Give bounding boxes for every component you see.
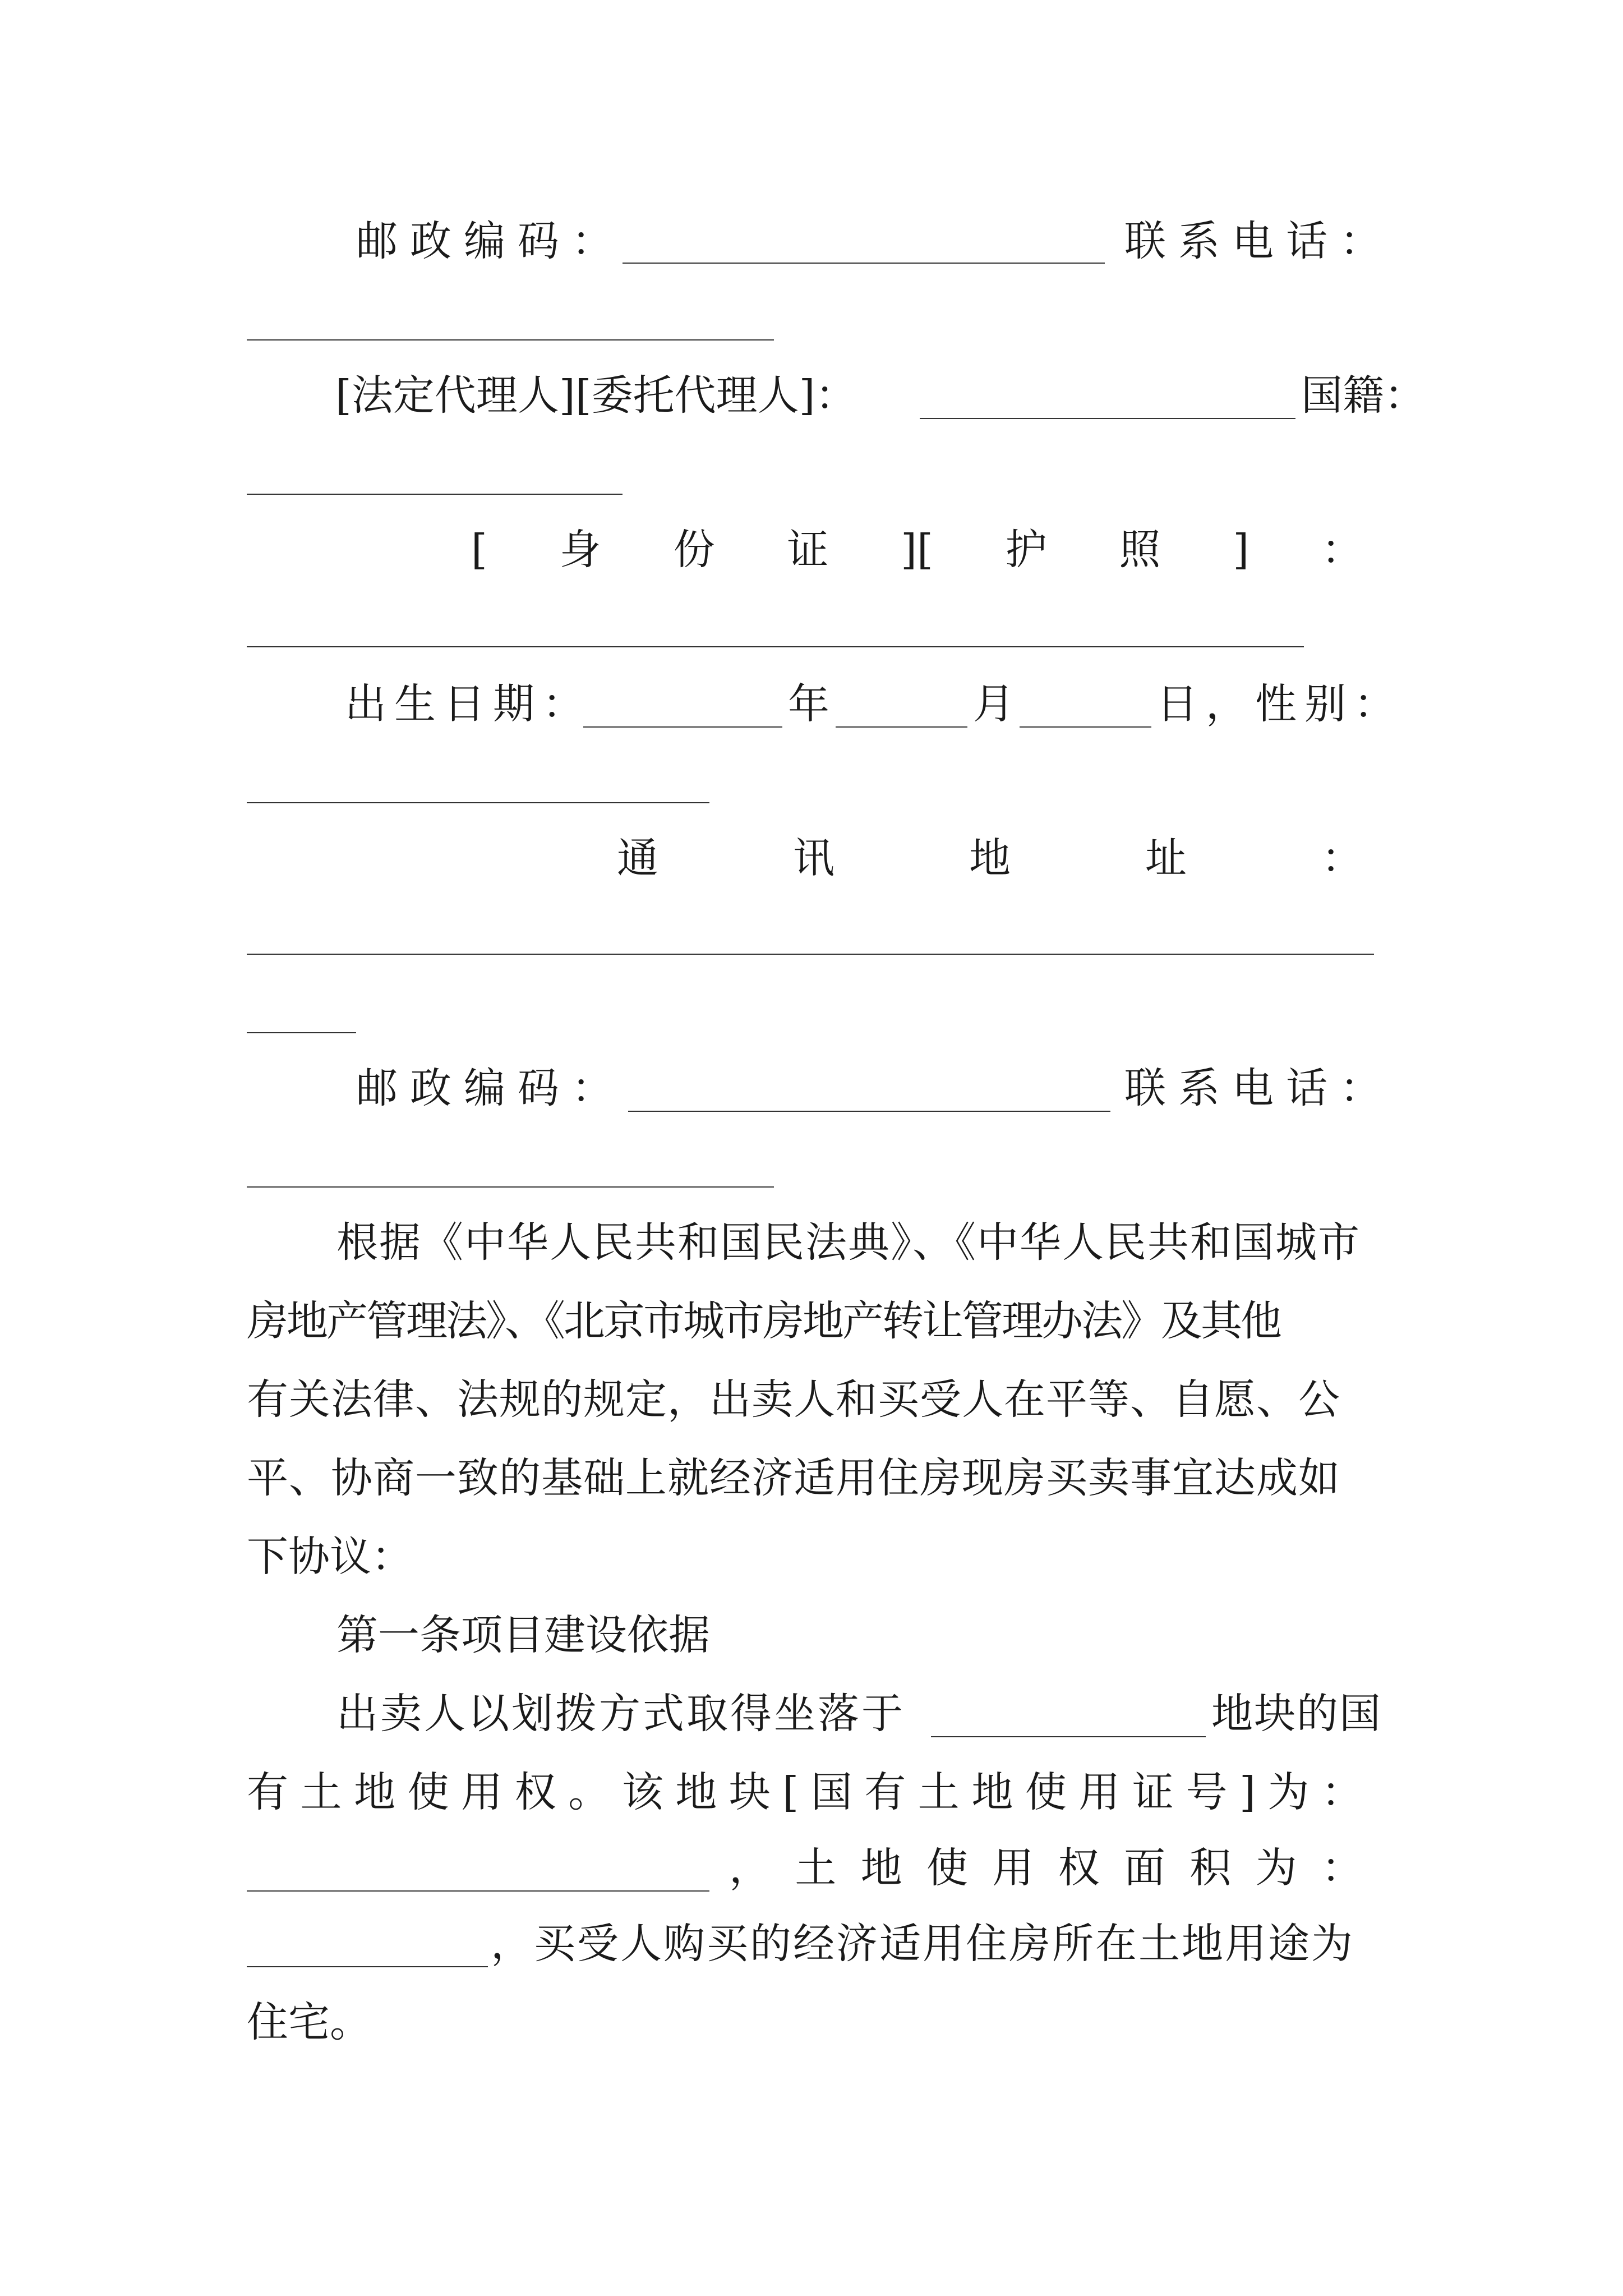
postal-code-label: 邮政编码： bbox=[356, 217, 625, 265]
article-1-title: 第一条项目建设依据 bbox=[336, 1611, 710, 1659]
birth-day-blank[interactable] bbox=[1020, 726, 1151, 728]
nationality-label: 国籍： bbox=[1301, 371, 1426, 420]
agent-phone-blank[interactable] bbox=[247, 1186, 774, 1188]
land-location-blank[interactable] bbox=[931, 1736, 1206, 1737]
article-1-text-start: 出卖人以划拨方式取得坐落于 bbox=[336, 1690, 905, 1738]
phone-blank[interactable] bbox=[247, 339, 774, 341]
address-label: 通 讯 地 址 ： bbox=[617, 834, 1363, 882]
land-use-value: 住宅。 bbox=[247, 1998, 371, 2046]
id-number-blank[interactable] bbox=[247, 646, 1304, 647]
nationality-blank[interactable] bbox=[247, 494, 623, 495]
preamble-line-4: 平、协商一致的基础上就经济适用住房现房买卖事宜达成如 bbox=[247, 1454, 1340, 1502]
agent-postal-code-blank[interactable] bbox=[628, 1111, 1110, 1112]
address-blank-continued[interactable] bbox=[247, 1032, 356, 1033]
agent-phone-label: 联系电话： bbox=[1124, 1064, 1394, 1112]
land-certificate-number-blank[interactable] bbox=[247, 1890, 709, 1892]
agent-postal-code-label: 邮政编码： bbox=[356, 1064, 625, 1112]
gender-blank[interactable] bbox=[247, 802, 709, 803]
preamble-line-5: 下协议： bbox=[247, 1533, 413, 1581]
land-area-blank[interactable] bbox=[247, 1966, 488, 1967]
land-area-label: ， 土 地 使 用 权 面 积 为 ： bbox=[729, 1844, 1363, 1892]
birth-date-label: 出生日期： bbox=[345, 680, 592, 728]
preamble-line-2: 房地产管理法》、《北京市城市房地产转让管理办法》及其他 bbox=[247, 1297, 1280, 1345]
id-document-label: [ 身 份 证 ][ 护 照 ] ： bbox=[471, 526, 1363, 574]
land-use-text: ，买受人购买的经济适用住房所在土地用途为 bbox=[491, 1920, 1354, 1968]
agent-label: [法定代理人][委托代理人]： bbox=[335, 371, 857, 420]
birth-month-blank[interactable] bbox=[836, 726, 967, 728]
postal-code-blank[interactable] bbox=[623, 263, 1105, 264]
article-1-text-end: 地块的国 bbox=[1211, 1690, 1382, 1738]
address-blank[interactable] bbox=[247, 954, 1374, 955]
preamble-line-3: 有关法律、法规的规定，出卖人和买受人在平等、自愿、公 bbox=[247, 1375, 1340, 1424]
land-certificate-line: 有 土 地 使 用 权 。 该 地 块 [ 国 有 土 地 使 用 证 号 ] 为 ： bbox=[247, 1768, 1363, 1816]
phone-label: 联系电话： bbox=[1124, 217, 1394, 265]
birth-year-blank[interactable] bbox=[583, 726, 782, 728]
day-gender-label: 日，性别： bbox=[1156, 680, 1403, 728]
agent-name-blank[interactable] bbox=[920, 418, 1295, 419]
month-label: 月 bbox=[973, 680, 1015, 728]
year-label: 年 bbox=[788, 680, 829, 728]
preamble-line-1: 根据《中华人民共和国民法典》、《中华人民共和国城市 bbox=[336, 1218, 1361, 1267]
